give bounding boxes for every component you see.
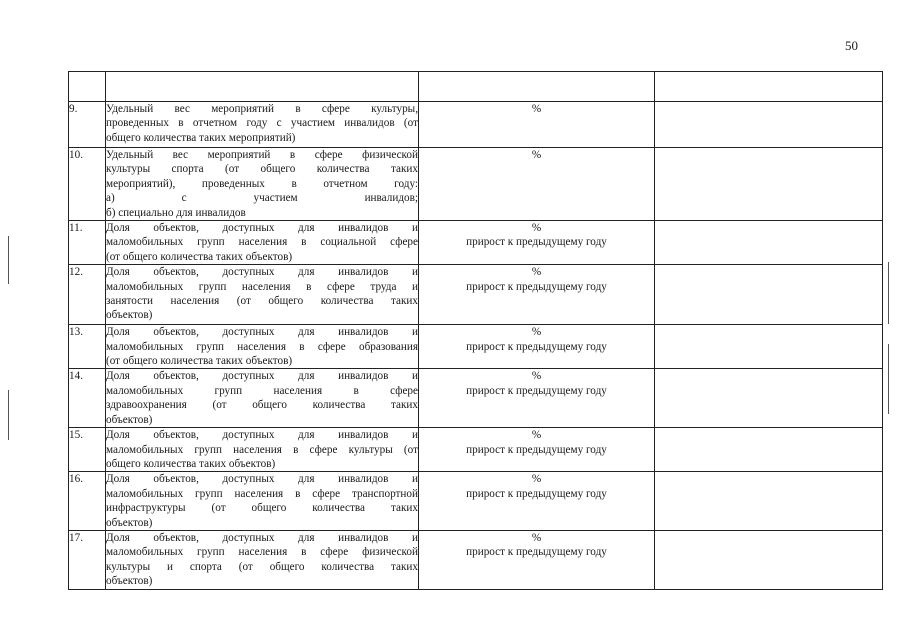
indicator-description [106, 102, 419, 148]
right-margin-mark [888, 344, 889, 414]
value-cell [655, 221, 883, 265]
description-line: маломобильных групп населения в социальной сфере [106, 236, 418, 249]
header-cell-desc [106, 72, 419, 102]
description-line: Доля объектов, доступных для инвалидов и [106, 222, 418, 235]
unit-note: прирост к предыдущему году [466, 384, 607, 397]
description-line: Удельный вес мероприятий в сфере культуры, [106, 103, 418, 115]
description-line: Доля объектов, доступных для инвалидов и [106, 266, 418, 279]
unit-label: % [531, 222, 542, 235]
indicator-description [106, 265, 419, 325]
description-line: объектов) [106, 413, 153, 426]
page-number: 50 [845, 38, 858, 53]
unit-note: прирост к предыдущему году [466, 443, 607, 456]
description-line: Доля объектов, доступных для инвалидов и [106, 531, 418, 544]
description-line: объектов) [106, 309, 153, 322]
indicator-description [106, 148, 419, 221]
unit-label: % [531, 149, 542, 161]
description-line: мероприятий), проведенных в отчетном году: [106, 177, 418, 190]
header-cell-unit [419, 72, 655, 102]
unit-note: прирост к предыдущему году [466, 546, 607, 559]
unit-cell [419, 265, 655, 325]
description-line: маломобильных групп населения в сфере [106, 384, 418, 397]
indicator-description [106, 428, 419, 472]
description-line: а) с участием инвалидов; [106, 192, 418, 205]
unit-label: % [531, 266, 542, 279]
value-cell [655, 530, 883, 589]
description-line: Доля объектов, доступных для инвалидов и [106, 473, 418, 486]
value-cell [655, 265, 883, 325]
table-row [69, 221, 883, 265]
table-row [69, 530, 883, 589]
description-line: (от общего количества таких объектов) [106, 355, 293, 368]
description-line: Доля объектов, доступных для инвалидов и [106, 429, 418, 442]
row-number: 12. [69, 265, 106, 325]
unit-label: % [531, 326, 542, 339]
unit-label: % [531, 429, 542, 442]
description-line: маломобильных групп населения в сфере образования [106, 340, 418, 353]
unit-cell [419, 472, 655, 531]
row-number: 13. [69, 325, 106, 369]
table-body [69, 72, 883, 590]
table-row [69, 325, 883, 369]
description-line: культуры и спорта (от общего количества таких [106, 560, 418, 573]
table-row [69, 265, 883, 325]
row-number: 10. [69, 148, 106, 221]
description-line: маломобильных групп населения в сфере физической [106, 546, 418, 559]
unit-cell [419, 530, 655, 589]
description-line: (от общего количества таких объектов) [106, 250, 293, 263]
unit-label: % [531, 370, 542, 383]
description-line: проведенных в отчетном году с участием инвалидов (от [106, 117, 418, 130]
value-cell [655, 102, 883, 148]
row-number: 9. [69, 102, 106, 148]
row-number: 16. [69, 472, 106, 531]
unit-cell [419, 369, 655, 428]
description-line: инфраструктуры (от общего количества таких [106, 502, 418, 515]
row-number: 11. [69, 221, 106, 265]
row-number: 17. [69, 530, 106, 589]
header-cell-num [69, 72, 106, 102]
description-line: занятости населения (от общего количества таких [106, 295, 418, 308]
row-number: 14. [69, 369, 106, 428]
indicator-description [106, 472, 419, 531]
unit-note: прирост к предыдущему году [466, 280, 607, 293]
description-line: маломобильных групп населения в сфере труда и [106, 280, 418, 293]
unit-cell [419, 102, 655, 148]
value-cell [655, 472, 883, 531]
unit-label: % [531, 531, 542, 544]
table-row [69, 369, 883, 428]
unit-cell [419, 148, 655, 221]
header-row [69, 72, 883, 102]
value-cell [655, 325, 883, 369]
unit-note: прирост к предыдущему году [466, 340, 607, 353]
value-cell [655, 148, 883, 221]
unit-cell [419, 325, 655, 369]
unit-label: % [531, 103, 542, 115]
table-row [69, 428, 883, 472]
indicator-description [106, 530, 419, 589]
description-line: маломобильных групп населения в сфере транспортной [106, 487, 418, 500]
indicator-description [106, 325, 419, 369]
description-line: здравоохранения (от общего количества таких [106, 399, 418, 412]
description-line: маломобильных групп населения в сфере культуры (от [106, 443, 418, 456]
description-line: культуры спорта (от общего количества таких [106, 163, 418, 176]
unit-cell [419, 428, 655, 472]
indicator-description [106, 369, 419, 428]
right-margin-mark [888, 262, 889, 324]
indicators-table [68, 71, 883, 590]
indicator-description [106, 221, 419, 265]
description-line: общего количества таких мероприятий) [106, 131, 296, 144]
description-line: Доля объектов, доступных для инвалидов и [106, 326, 418, 339]
table-row [69, 148, 883, 221]
unit-note: прирост к предыдущему году [466, 487, 607, 500]
value-cell [655, 428, 883, 472]
unit-label: % [531, 473, 542, 486]
table-row [69, 472, 883, 531]
left-margin-mark [8, 236, 9, 284]
description-line: объектов) [106, 575, 153, 588]
description-line: Доля объектов, доступных для инвалидов и [106, 370, 418, 383]
left-margin-mark [8, 390, 9, 440]
unit-cell [419, 221, 655, 265]
table-row [69, 102, 883, 148]
unit-note: прирост к предыдущему году [466, 236, 607, 249]
description-line: общего количества таких объектов) [106, 457, 276, 470]
description-line: б) специально для инвалидов [106, 206, 246, 219]
description-line: объектов) [106, 516, 153, 529]
row-number: 15. [69, 428, 106, 472]
header-cell-value [655, 72, 883, 102]
description-line: Удельный вес мероприятий в сфере физической [106, 149, 418, 161]
value-cell [655, 369, 883, 428]
